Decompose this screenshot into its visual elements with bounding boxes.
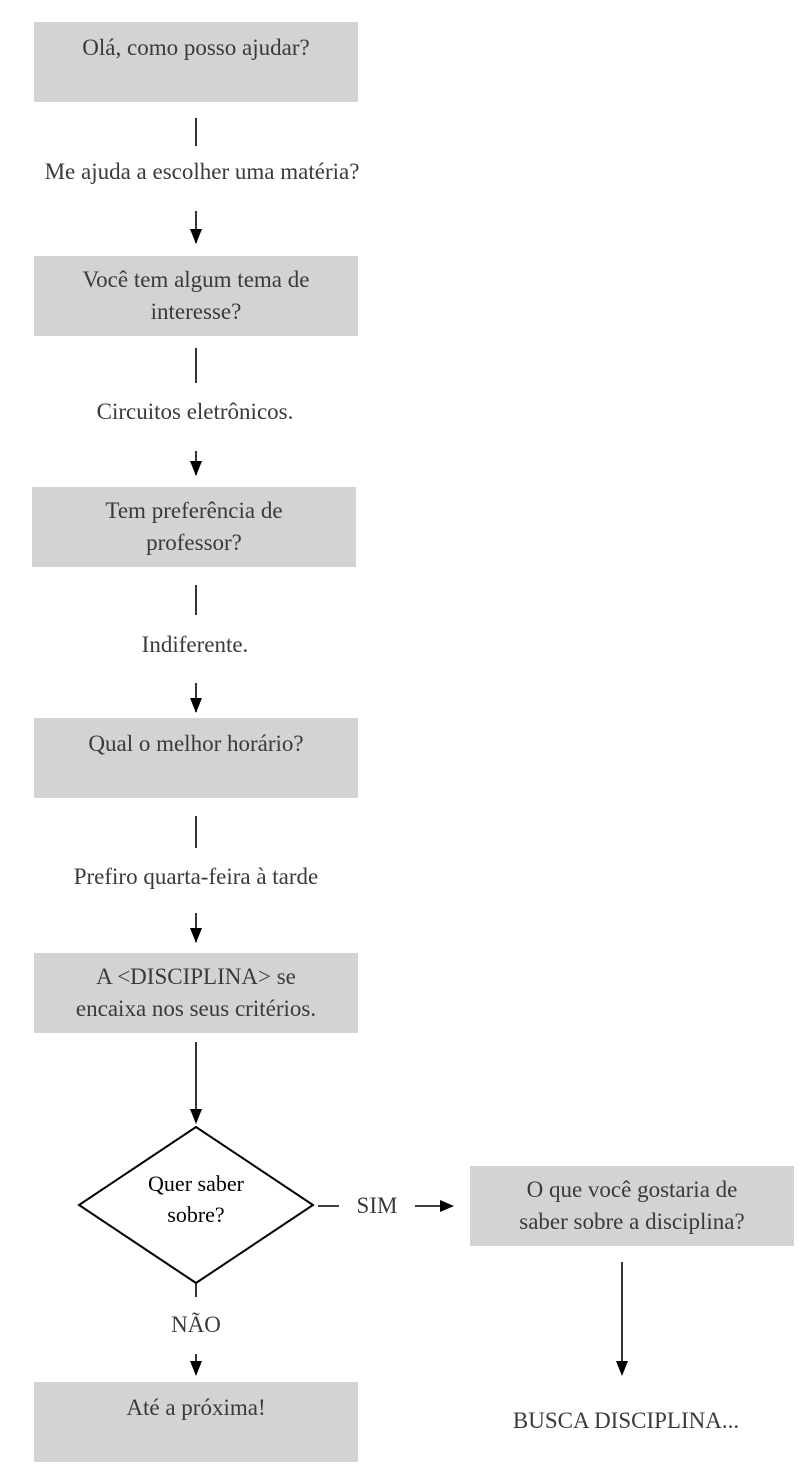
match-result-box	[34, 953, 358, 1033]
greeting-box	[34, 22, 358, 102]
arrowhead-yes	[440, 1200, 454, 1212]
topic-question-box	[34, 256, 358, 336]
decision-text	[106, 1168, 286, 1230]
arrowhead-6	[190, 698, 202, 713]
match-result-line-2: encaixa nos seus critérios.	[75, 996, 317, 1021]
professor-question-line-1: Tem preferência de	[105, 498, 283, 523]
arrowhead-4	[190, 461, 202, 476]
reply-4: Prefiro quarta-feira à tarde	[73, 864, 319, 889]
ask-details-box	[470, 1166, 794, 1246]
arrowhead-no	[190, 1361, 202, 1376]
ask-details-line-1: O que você gostaria de	[526, 1177, 738, 1202]
arrowhead-9	[190, 1109, 202, 1124]
professor-question-box	[32, 487, 356, 567]
match-result-line-1: A <DISCIPLINA> se	[96, 964, 296, 989]
topic-question-line-2: interesse?	[150, 299, 242, 324]
arrowhead-2	[190, 229, 202, 244]
reply-3: Indiferente.	[141, 632, 249, 657]
farewell-box	[34, 1382, 358, 1462]
schedule-question-text: Qual o melhor horário?	[88, 731, 304, 756]
search-discipline-label: BUSCA DISCIPLINA...	[512, 1408, 740, 1433]
arrowhead-search	[616, 1361, 628, 1376]
farewell-text: Até a próxima!	[126, 1395, 266, 1420]
decision-line-1: Quer saber	[148, 1171, 244, 1196]
yes-label: SIM	[356, 1193, 398, 1218]
reply-2: Circuitos eletrônicos.	[96, 399, 294, 424]
greeting-text: Olá, como posso ajudar?	[82, 35, 310, 60]
professor-question-line-2: professor?	[146, 530, 242, 555]
ask-details-line-2: saber sobre a disciplina?	[519, 1209, 745, 1234]
decision-line-2: sobre?	[167, 1202, 225, 1227]
topic-question-line-1: Você tem algum tema de	[82, 267, 310, 292]
arrowhead-8	[190, 928, 202, 943]
schedule-question-box	[34, 718, 358, 798]
no-label: NÃO	[171, 1312, 221, 1337]
reply-1: Me ajuda a escolher uma matéria?	[44, 159, 360, 184]
